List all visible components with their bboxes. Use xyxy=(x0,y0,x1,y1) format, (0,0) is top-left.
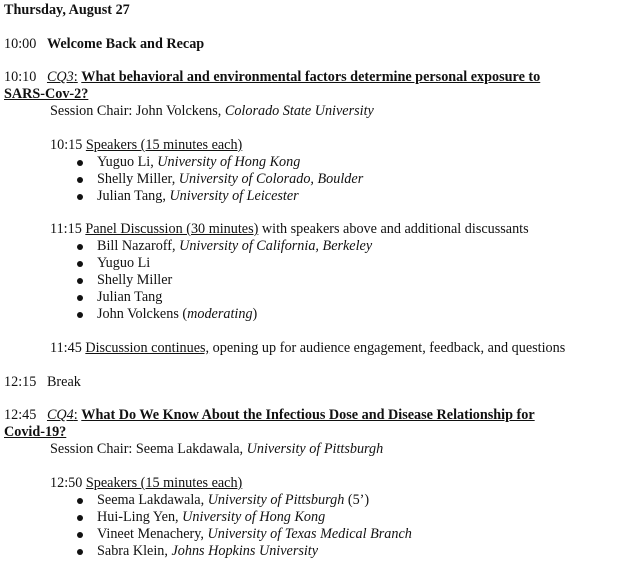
list-item: Bill Nazaroff, University of California, Berkeley xyxy=(75,238,372,255)
cq4-chair-affiliation: University of Pittsburgh xyxy=(246,441,384,457)
list-item: Hui-Ling Yen, University of Hong Kong xyxy=(75,509,412,526)
cq3-panel-label: Panel Discussion (30 minutes) xyxy=(85,221,259,237)
cq3-speakers-time: 10:15 xyxy=(50,137,83,153)
list-item: Julian Tang, University of Leicester xyxy=(75,188,363,205)
cq3-discussion-rest: opening up for audience engagement, feedback, and questions xyxy=(212,340,566,356)
cq3-discussion-row xyxy=(50,340,565,357)
cq4-title-line2: Covid-19? xyxy=(4,424,67,440)
list-item: Sabra Klein, Johns Hopkins University xyxy=(75,543,412,560)
cq3-speakers-label: Speakers (15 minutes each) xyxy=(85,137,243,153)
cq3-session-chair xyxy=(50,103,374,120)
cq4-session-chair xyxy=(50,441,383,458)
cq4-speaker-list xyxy=(75,492,412,560)
list-item: Vineet Menachery, University of Texas Medical Branch xyxy=(75,526,412,543)
list-item: Julian Tang xyxy=(75,289,372,306)
list-item: Shelly Miller xyxy=(75,272,372,289)
cq4-time: 12:45 xyxy=(4,407,37,423)
cq3-discussion-time: 11:45 xyxy=(50,340,82,356)
list-item: Seema Lakdawala, University of Pittsburgh (5’) xyxy=(75,492,412,509)
cq3-time: 10:10 xyxy=(4,69,37,85)
cq4-speakers-label: Speakers (15 minutes each) xyxy=(85,475,243,491)
welcome-row xyxy=(4,36,204,53)
cq3-title-line2: SARS-Cov-2? xyxy=(4,86,89,102)
break-label: Break xyxy=(46,374,81,390)
cq3-panel-time: 11:15 xyxy=(50,221,82,237)
list-item: Yuguo Li, University of Hong Kong xyxy=(75,154,363,171)
list-item: John Volckens (moderating) xyxy=(75,306,372,323)
day-heading: Thursday, August 27 xyxy=(4,2,130,18)
cq3-panel-rest: with speakers above and additional discussants xyxy=(261,221,529,237)
cq4-title-row: 12:45 CQ4: What Do We Know About the Infectious Dose and Disease Relationship for xyxy=(4,407,535,423)
cq4-speakers-time: 12:50 xyxy=(50,475,83,491)
cq3-title-line1: What behavioral and environmental factors determine personal exposure to xyxy=(81,69,541,85)
list-item: Yuguo Li xyxy=(75,255,372,272)
cq4-speakers-row xyxy=(50,475,242,492)
cq3-chair-name: Session Chair: John Volckens, xyxy=(50,103,222,119)
list-item: Shelly Miller, University of Colorado, Boulder xyxy=(75,171,363,188)
welcome-title: Welcome Back and Recap xyxy=(46,36,205,52)
break-time: 12:15 xyxy=(4,374,37,390)
cq4-title-line1: What Do We Know About the Infectious Dose and Disease Relationship for xyxy=(81,407,535,423)
cq3-panel-row xyxy=(50,221,529,238)
cq3-panel-list xyxy=(75,238,372,323)
cq3-discussion-label: Discussion continues, xyxy=(85,340,210,356)
cq3-chair-affiliation: Colorado State University xyxy=(224,103,374,119)
cq3-speaker-list xyxy=(75,154,363,205)
cq4-tag: CQ4 xyxy=(46,407,74,423)
cq3-tag: CQ3 xyxy=(46,69,74,85)
cq4-chair-name: Session Chair: Seema Lakdawala, xyxy=(50,441,244,457)
welcome-time: 10:00 xyxy=(4,36,37,52)
cq3-speakers-row xyxy=(50,137,242,154)
break-row xyxy=(4,374,81,391)
cq3-title-row: 10:10 CQ3: What behavioral and environmental factors determine personal exposure to xyxy=(4,69,541,85)
